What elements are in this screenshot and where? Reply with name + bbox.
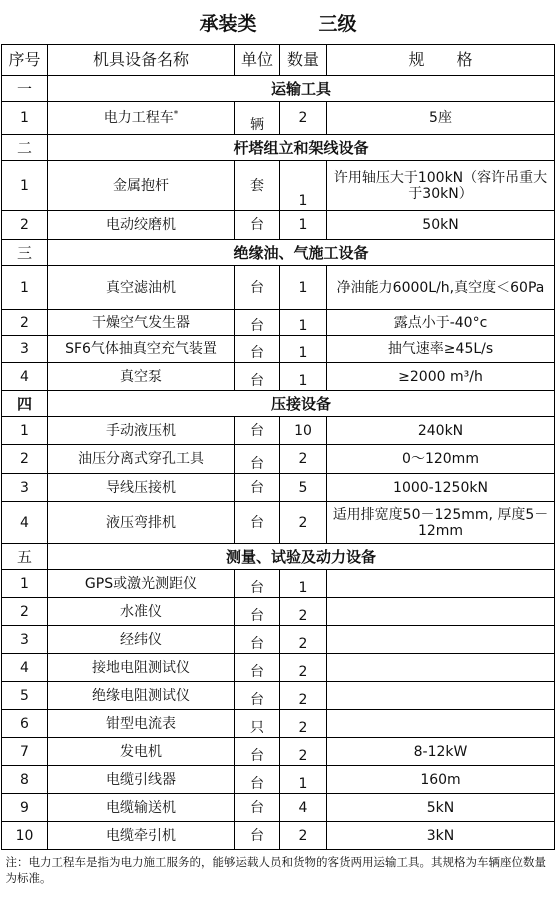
section-number: 一 (2, 76, 48, 102)
table-row (2, 598, 555, 626)
equipment-name: 发电机 (48, 738, 235, 766)
row-number: 2 (2, 598, 48, 626)
spec-cell (327, 654, 555, 682)
qty-cell: 2 (280, 738, 327, 766)
row-number: 5 (2, 682, 48, 710)
spec-cell: 240kN (327, 417, 555, 445)
row-number: 6 (2, 710, 48, 738)
section-title: 杆塔组立和架线设备 (48, 135, 555, 161)
table-row (2, 766, 555, 794)
unit-cell: 台 (235, 570, 280, 598)
row-number: 3 (2, 336, 48, 363)
table-row (2, 363, 555, 391)
equipment-name: 经纬仪 (48, 626, 235, 654)
table-row (2, 738, 555, 766)
qty-cell: 1 (280, 161, 327, 211)
qty-cell: 1 (280, 570, 327, 598)
unit-cell: 台 (235, 766, 280, 794)
section-number: 三 (2, 240, 48, 266)
equipment-name: 金属抱杆 (48, 161, 235, 211)
equipment-name: 真空滤油机 (48, 266, 235, 310)
unit-cell: 套 (235, 161, 280, 211)
table-row (2, 822, 555, 850)
equipment-name: SF6气体抽真空充气装置 (48, 336, 235, 363)
qty-cell: 1 (280, 336, 327, 363)
qty-cell: 1 (280, 766, 327, 794)
section-title: 压接设备 (48, 391, 555, 417)
row-number: 2 (2, 445, 48, 474)
section-number: 二 (2, 135, 48, 161)
equipment-name: 干燥空气发生器 (48, 310, 235, 336)
qty-cell: 2 (280, 502, 327, 544)
unit-cell: 台 (235, 363, 280, 391)
table-row (2, 102, 555, 135)
table-row (2, 266, 555, 310)
qty-cell: 1 (280, 211, 327, 240)
qty-cell: 4 (280, 794, 327, 822)
qty-cell: 2 (280, 710, 327, 738)
footnote-text: 注：电力工程车是指为电力施工服务的，能够运载人员和货物的客货两用运输工具。其规格为车辆座位数量为标准。 (5, 855, 546, 885)
spec-cell (327, 710, 555, 738)
row-number: 9 (2, 794, 48, 822)
spec-cell: 8-12kW (327, 738, 555, 766)
table-row (2, 626, 555, 654)
header-name: 机具设备名称 (48, 45, 235, 76)
equipment-name: 水准仪 (48, 598, 235, 626)
unit-cell: 台 (235, 682, 280, 710)
spec-cell: 50kN (327, 211, 555, 240)
section-row (2, 544, 555, 570)
qty-cell: 1 (280, 310, 327, 336)
equipment-name: 钳型电流表 (48, 710, 235, 738)
qty-cell: 2 (280, 822, 327, 850)
equipment-name: 接地电阻测试仪 (48, 654, 235, 682)
table-row (2, 161, 555, 211)
qty-cell: 2 (280, 102, 327, 135)
table-row (2, 310, 555, 336)
equipment-name: 电力工程车* (48, 102, 235, 135)
unit-cell: 台 (235, 794, 280, 822)
equipment-table (1, 44, 555, 886)
title-category: 承装类 (199, 12, 257, 35)
spec-cell: 净油能力6000L/h,真空度＜60Pa (327, 266, 555, 310)
spec-cell: 1000-1250kN (327, 474, 555, 502)
row-number: 4 (2, 654, 48, 682)
qty-cell: 2 (280, 598, 327, 626)
row-number: 1 (2, 417, 48, 445)
unit-cell: 辆 (235, 102, 280, 135)
section-row (2, 240, 555, 266)
unit-cell: 台 (235, 417, 280, 445)
equipment-name: 手动液压机 (48, 417, 235, 445)
row-number: 1 (2, 570, 48, 598)
row-number: 4 (2, 502, 48, 544)
row-number: 1 (2, 161, 48, 211)
footnote-mark: * (173, 109, 179, 120)
spec-cell: 露点小于-40°c (327, 310, 555, 336)
unit-cell: 台 (235, 336, 280, 363)
section-row (2, 76, 555, 102)
qty-cell: 2 (280, 654, 327, 682)
unit-cell: 只 (235, 710, 280, 738)
unit-cell: 台 (235, 310, 280, 336)
section-row (2, 135, 555, 161)
section-title: 运输工具 (48, 76, 555, 102)
unit-cell: 台 (235, 598, 280, 626)
spec-cell (327, 598, 555, 626)
table-row (2, 211, 555, 240)
header-no: 序号 (2, 45, 48, 76)
table-row (2, 570, 555, 598)
qty-cell: 1 (280, 363, 327, 391)
equipment-name: 导线压接机 (48, 474, 235, 502)
section-number: 四 (2, 391, 48, 417)
qty-cell: 1 (280, 266, 327, 310)
title-grade: 三级 (318, 12, 357, 35)
spec-cell (327, 626, 555, 654)
table-row (2, 654, 555, 682)
page-title (0, 0, 556, 44)
table-row (2, 474, 555, 502)
unit-cell: 台 (235, 502, 280, 544)
spec-cell: 0～120mm (327, 445, 555, 474)
spec-cell: 5座 (327, 102, 555, 135)
table-row (2, 445, 555, 474)
qty-cell: 10 (280, 417, 327, 445)
table-row (2, 502, 555, 544)
row-number: 10 (2, 822, 48, 850)
row-number: 2 (2, 310, 48, 336)
table-row (2, 794, 555, 822)
qty-cell: 2 (280, 682, 327, 710)
header-qty: 数量 (280, 45, 327, 76)
spec-cell: 抽气速率≥45L/s (327, 336, 555, 363)
qty-cell: 2 (280, 626, 327, 654)
equipment-name: 电缆输送机 (48, 794, 235, 822)
spec-cell: ≥2000 m³/h (327, 363, 555, 391)
equipment-name: 电动绞磨机 (48, 211, 235, 240)
unit-cell: 台 (235, 474, 280, 502)
header-unit: 单位 (235, 45, 280, 76)
qty-cell: 5 (280, 474, 327, 502)
unit-cell: 台 (235, 738, 280, 766)
spec-cell: 适用排宽度50－125mm, 厚度5－12mm (327, 502, 555, 544)
table-row (2, 417, 555, 445)
table-row (2, 336, 555, 363)
equipment-name: 液压弯排机 (48, 502, 235, 544)
note-row (2, 850, 555, 887)
unit-cell: 台 (235, 654, 280, 682)
section-title: 测量、试验及动力设备 (48, 544, 555, 570)
equipment-name: 真空泵 (48, 363, 235, 391)
section-number: 五 (2, 544, 48, 570)
equipment-name: 绝缘电阻测试仪 (48, 682, 235, 710)
qty-cell: 2 (280, 445, 327, 474)
table-row (2, 682, 555, 710)
spec-cell (327, 570, 555, 598)
row-number: 7 (2, 738, 48, 766)
unit-cell: 台 (235, 445, 280, 474)
equipment-name: GPS或激光测距仪 (48, 570, 235, 598)
table-header-row (2, 45, 555, 76)
equipment-name: 电缆引线器 (48, 766, 235, 794)
section-title: 绝缘油、气施工设备 (48, 240, 555, 266)
row-number: 8 (2, 766, 48, 794)
row-number: 3 (2, 626, 48, 654)
row-number: 1 (2, 266, 48, 310)
section-row (2, 391, 555, 417)
equipment-name: 电缆牵引机 (48, 822, 235, 850)
spec-cell (327, 682, 555, 710)
unit-cell: 台 (235, 266, 280, 310)
equipment-name: 油压分离式穿孔工具 (48, 445, 235, 474)
unit-cell: 台 (235, 211, 280, 240)
unit-cell: 台 (235, 822, 280, 850)
row-number: 3 (2, 474, 48, 502)
unit-cell: 台 (235, 626, 280, 654)
spec-cell: 160m (327, 766, 555, 794)
row-number: 4 (2, 363, 48, 391)
spec-cell: 许用轴压大于100kN（容许吊重大于30kN） (327, 161, 555, 211)
header-spec: 规 格 (327, 45, 555, 76)
spec-cell: 3kN (327, 822, 555, 850)
spec-cell: 5kN (327, 794, 555, 822)
table-row (2, 710, 555, 738)
row-number: 1 (2, 102, 48, 135)
row-number: 2 (2, 211, 48, 240)
